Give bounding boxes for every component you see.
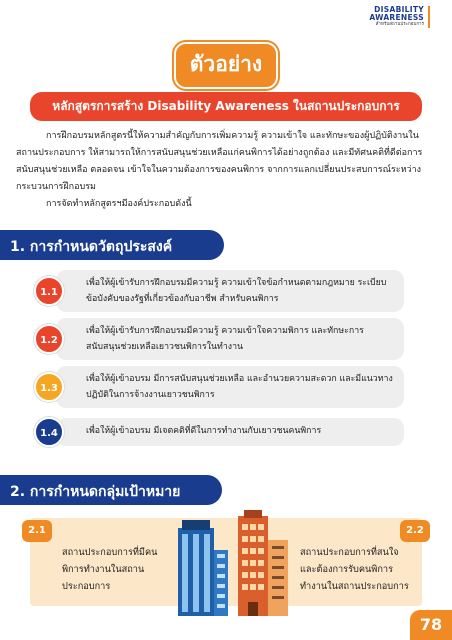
objective-item [40, 418, 404, 446]
objective-text: เพื่อให้ผู้เข้าอบรม มีเจตคติที่ดีในการทำงานกับเยาวชนคนพิการ [86, 426, 322, 436]
objective-text: เพื่อให้ผู้เข้ารับการฝึกอบรมมีความรู้ ความเข้าใจความพิการ และทักษะการสนับสนุนช่วยเหลือเยาวชนพิการในทำงาน [86, 326, 364, 352]
objective-text: เพื่อให้ผู้เข้าอบรม มีการสนับสนุนช่วยเหลือ และอำนวยความสะดวก และมีแนวทางปฏิบัติในการจ้างงานเยาวชนพิการ [86, 374, 393, 400]
intro-text [16, 128, 436, 213]
objective-item [40, 270, 404, 312]
title-wrap [0, 42, 452, 89]
target-number-left: 2.1 [22, 520, 52, 542]
building-brick-tower-icon [238, 510, 288, 616]
target-number-right: 2.2 [400, 520, 430, 542]
objective-number: 1.2 [34, 324, 64, 354]
brand-accent-bar [428, 6, 430, 28]
objective-number: 1.4 [34, 417, 64, 447]
objective-text: เพื่อให้ผู้เข้ารับการฝึกอบรมมีความรู้ ความเข้าใจข้อกำหนดตามกฎหมาย ระเบียบข้อบังคับของรัฐที่เกี่ยวข้องกับอาชีพ สำหรับคนพิการ [86, 278, 387, 304]
objective-item [40, 318, 404, 360]
section-2-heading: 2. การกำหนดกลุ่มเป้าหมาย [0, 475, 222, 505]
target-text-right: สถานประกอบการที่สนใจและต้องการรับคนพิการทำงานในสถานประกอบการ [300, 547, 409, 592]
buildings-illustration [168, 510, 294, 616]
subtitle-wrap [30, 92, 422, 121]
objective-number: 1.1 [34, 276, 64, 306]
brand-logo [369, 6, 424, 28]
target-text-left: สถานประกอบการที่มีคนพิการทำงานในสถานประกอบการ [62, 547, 158, 592]
page-subtitle: หลักสูตรการสร้าง Disability Awareness ในสถานประกอบการ [30, 92, 422, 121]
page-title: ตัวอย่าง [174, 42, 278, 89]
objective-number: 1.3 [34, 372, 64, 402]
brand-line-2: AWARENESS [369, 12, 424, 22]
intro-line-2: การจัดทำหลักสูตรฯมีองค์ประกอบดังนี้ [46, 199, 192, 209]
objective-item [40, 366, 404, 408]
section-1-heading: 1. การกำหนดวัตถุประสงค์ [0, 230, 224, 260]
building-glass-tower-icon [178, 520, 228, 616]
intro-paragraph: การฝึกอบรมหลักสูตรนี้ให้ความสำคัญกับการเพิ่มความรู้ ความเข้าใจ และทักษะของผู้ปฏิบัติงานในสถานประกอบการ ให้สามารถให้การสนับสนุนช่วยเหลือแก่คนพิการได้อย่างถูกต้อง และมีทัศนคติที่ดีต่อการสนับสนุนช่วยเหลือ ตลอดจน เข้าใจในความต้องการของคนพิการ จากการแลกเปลี่ยนประสบการณ์ระหว่างกระบวนการฝึกอบรม [16, 131, 423, 192]
page-number: 78 [410, 610, 452, 640]
brand-line-3: สำหรับสถานประกอบการ [375, 22, 424, 27]
brand-line-1: DISABILITY [374, 5, 424, 14]
